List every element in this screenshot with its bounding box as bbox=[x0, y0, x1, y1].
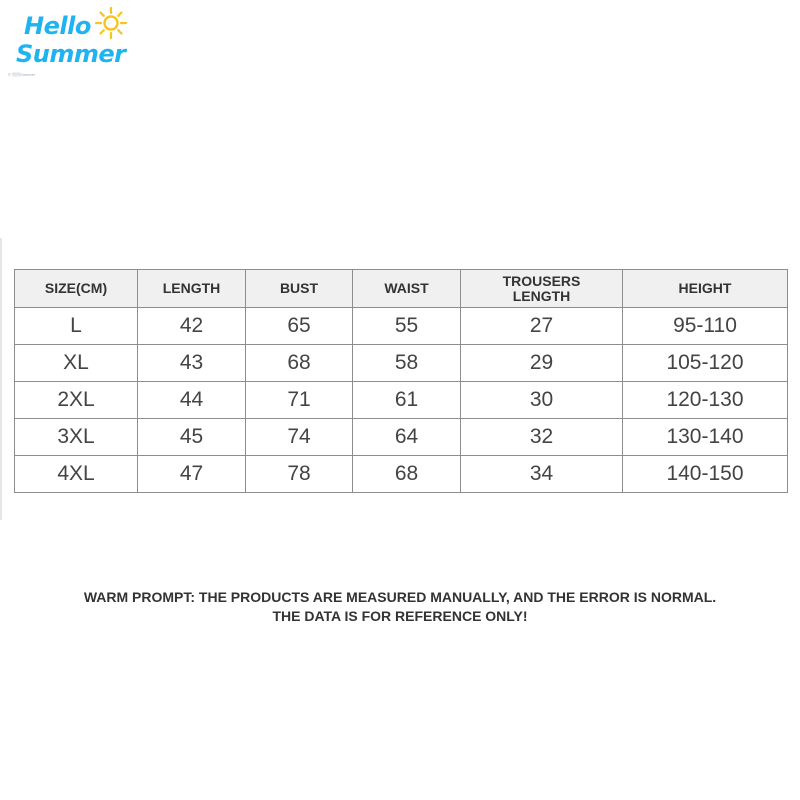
table-header-row bbox=[15, 270, 788, 308]
cell-trousers-length: 34 bbox=[461, 456, 623, 493]
cell-trousers-length: 29 bbox=[461, 345, 623, 382]
cell-bust: 65 bbox=[246, 308, 353, 345]
cell-trousers-length: 32 bbox=[461, 419, 623, 456]
note-line-1: WARM PROMPT: THE PRODUCTS ARE MEASURED MANUALLY, AND THE ERROR IS NORMAL. bbox=[83, 589, 717, 605]
logo-text-hello: Hello bbox=[24, 12, 91, 40]
sun-icon bbox=[94, 6, 128, 40]
note-line-2: THE DATA IS FOR REFERENCE ONLY! bbox=[272, 608, 528, 624]
table-row bbox=[15, 345, 788, 382]
table-row bbox=[15, 382, 788, 419]
hello-summer-logo bbox=[8, 6, 128, 78]
cell-size: 3XL bbox=[15, 419, 138, 456]
cell-height: 130-140 bbox=[623, 419, 788, 456]
cell-size: 4XL bbox=[15, 456, 138, 493]
cell-waist: 58 bbox=[353, 345, 461, 382]
cell-size: L bbox=[15, 308, 138, 345]
cell-waist: 64 bbox=[353, 419, 461, 456]
table-row bbox=[15, 456, 788, 493]
cell-height: 140-150 bbox=[623, 456, 788, 493]
header-length: LENGTH bbox=[138, 270, 246, 308]
header-bust: BUST bbox=[246, 270, 353, 308]
cell-waist: 55 bbox=[353, 308, 461, 345]
cell-height: 95-110 bbox=[623, 308, 788, 345]
cell-bust: 68 bbox=[246, 345, 353, 382]
cell-length: 43 bbox=[138, 345, 246, 382]
cell-bust: 78 bbox=[246, 456, 353, 493]
header-size: SIZE(CM) bbox=[15, 270, 138, 308]
table-row bbox=[15, 308, 788, 345]
cell-length: 44 bbox=[138, 382, 246, 419]
size-chart-table bbox=[14, 269, 788, 493]
cell-length: 45 bbox=[138, 419, 246, 456]
cell-height: 105-120 bbox=[623, 345, 788, 382]
header-trousers-length: TROUSERS LENGTH bbox=[461, 270, 623, 308]
header-height: HEIGHT bbox=[623, 270, 788, 308]
cell-size: 2XL bbox=[15, 382, 138, 419]
left-edge-line bbox=[0, 238, 2, 520]
cell-trousers-length: 30 bbox=[461, 382, 623, 419]
cell-trousers-length: 27 bbox=[461, 308, 623, 345]
table-row bbox=[15, 419, 788, 456]
cell-waist: 68 bbox=[353, 456, 461, 493]
cell-bust: 74 bbox=[246, 419, 353, 456]
cell-length: 42 bbox=[138, 308, 246, 345]
cell-size: XL bbox=[15, 345, 138, 382]
measurement-note bbox=[0, 588, 800, 626]
header-waist: WAIST bbox=[353, 270, 461, 308]
logo-text-summer: Summer bbox=[16, 40, 126, 68]
cell-bust: 71 bbox=[246, 382, 353, 419]
logo-caption: © 图图Summer bbox=[8, 72, 36, 77]
cell-waist: 61 bbox=[353, 382, 461, 419]
cell-height: 120-130 bbox=[623, 382, 788, 419]
cell-length: 47 bbox=[138, 456, 246, 493]
